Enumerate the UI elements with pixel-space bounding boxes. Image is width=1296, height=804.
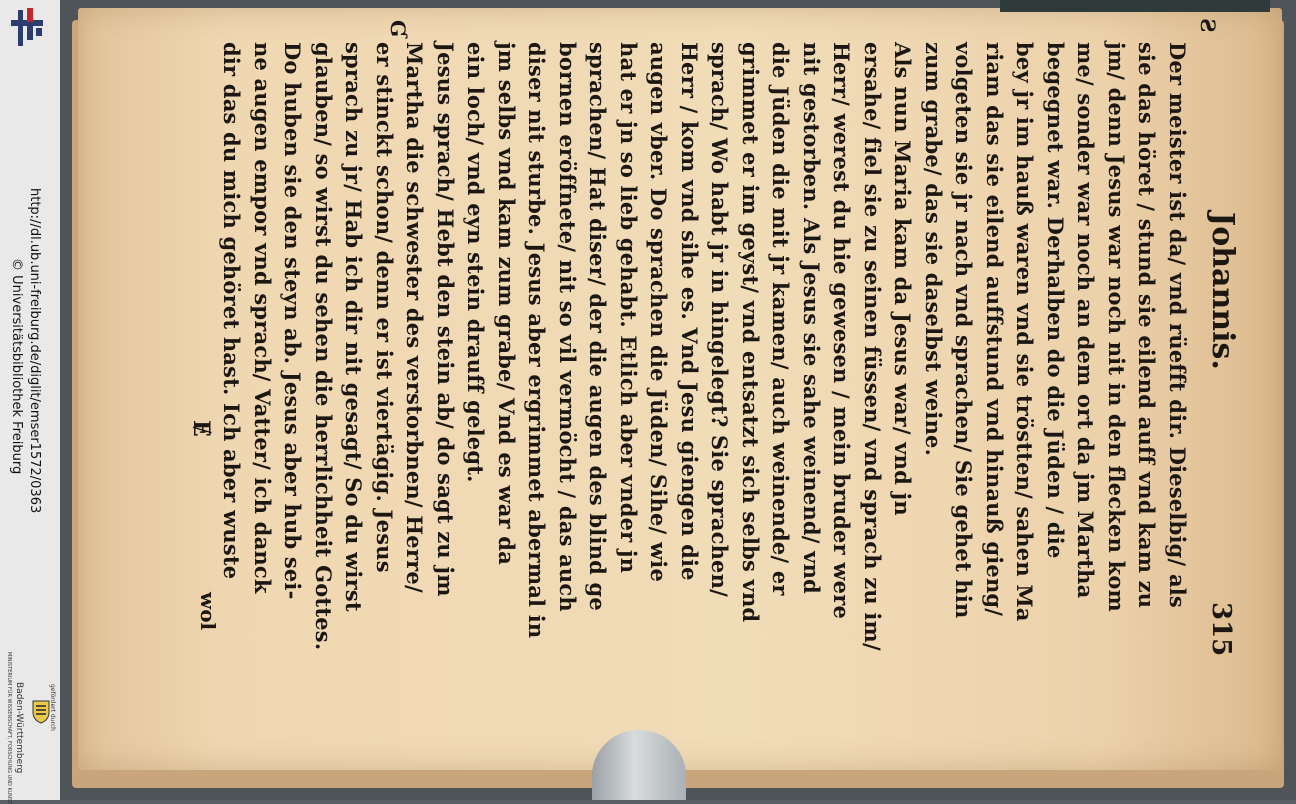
text-line: Als nun Maria kam da Jesus war/ vnd jn <box>890 42 916 516</box>
text-line: sprachen/ Hat diser/ der die augen des blind ge <box>585 42 611 611</box>
text-line: glauben/ so wirst du sehen die herrlichheit Gottes. <box>311 42 336 651</box>
text-line: bornen eröffnete/ nit so vil vermöcht / das auch <box>555 42 580 612</box>
page-top-edge <box>1000 0 1270 12</box>
library-logo-icon <box>5 6 49 50</box>
funding-ministry: MINISTERIUM FÜR WISSENSCHAFT, FORSCHUNG UND KUNST <box>6 652 12 804</box>
viewer-sidebar <box>0 0 60 804</box>
margin-mark: Ɠ <box>386 20 410 38</box>
funding-state: Baden-Württemberg <box>14 682 24 774</box>
text-line: volgeten sie jr nach vnd sprachen/ Sie gehet hin <box>951 42 977 619</box>
text-line: die Jüden die mit jr kamen/ auch weinende/ er <box>768 42 794 596</box>
funding-by: gefördert durch <box>49 684 56 731</box>
text-line: ne augen empor vnd sprach/ Vatter/ ich danck <box>250 42 275 594</box>
text-line: ein loch/ vnd eyn stein drauff gelegt. <box>463 42 489 483</box>
text-line: Herr/ werest du hie gewesen / mein bruder were <box>829 42 855 620</box>
text-line: er stinckt schon/ denn er ist viertägig. Jesus <box>372 42 397 573</box>
text-line: nit gestorben. Als Jesus sie sahe weinend/ vnd <box>799 42 824 594</box>
text-line: zum grabe/ das sie daselbst weine. <box>921 42 946 457</box>
text-line: sprach zu jr/ Hab ich dir nit gesagt/ So du wirst <box>341 42 367 612</box>
text-line: jm selbs vnd kam zum grabe/ Vnd es war da <box>494 42 519 565</box>
page-text <box>160 18 1240 662</box>
text-line: riam das sie eilend auffstund vnd hinauß gieng/ <box>982 42 1007 617</box>
text-line: Do huben sie den steyn ab. Jesus aber hub sei- <box>280 42 306 600</box>
page-number: 315 <box>1206 602 1236 657</box>
text-line: grimmet er im geyst/ vnd entsatzt sich selbs vnd <box>738 42 763 623</box>
signature-mark: Ƨ <box>1196 18 1220 33</box>
funding-notice <box>2 640 58 804</box>
text-line: me/ sonder war noch an dem ort da jm Martha <box>1073 42 1099 599</box>
text-line: Martha die schwester des verstorbnen/ Herre/ <box>402 42 428 593</box>
ornament-mark: Ɇ <box>188 420 214 437</box>
text-line: diser nit sturbe. Jesus aber ergrimmet abermal in <box>524 42 550 639</box>
catchword: wol <box>196 592 220 631</box>
text-line: augen vber. Do sprachen die Jüden/ Sihe/ wie <box>646 42 672 583</box>
text-line: Herr / kom vnd sihe es. Vnd Jesu giengen die <box>677 42 702 581</box>
text-line: sie das höret / stund sie eilend auff vnd kam zu <box>1134 42 1160 609</box>
text-line: bey jr im hauß waren vnd sie tröstten/ sahen Ma <box>1012 42 1038 622</box>
text-line: dir das du mich gehöret hast. Ich aber wuste <box>219 42 245 580</box>
text-line: Jesus sprach/ Hebt den stein ab/ do sagt zu jm <box>433 42 458 597</box>
running-header: Johannis. <box>1205 212 1240 370</box>
copyright-notice: © Universitätsbibliothek Freiburg <box>9 258 24 475</box>
text-line: begegnet war. Derhalben do die Jüden / die <box>1043 42 1068 559</box>
text-line: sprach/ Wo habt jr in hingelegt? Sie sprachen/ <box>707 42 733 597</box>
text-line: Der meister ist da/ vnd rüefft dir. Dieselbig/ als <box>1165 42 1190 608</box>
text-line: ersahe/ fiel sie zu seinen füssen/ vnd sprach zu im/ <box>860 42 885 651</box>
document-url[interactable]: http://dl.ub.uni-freiburg.de/diglit/emser1572/0363 <box>27 188 42 514</box>
text-line: jm/ denn Jesus war noch nit in den flecken kom <box>1104 42 1129 612</box>
coat-of-arms-icon <box>30 698 52 724</box>
text-line: hat er jn so lieb gehabt. Etlich aber vnder jn <box>616 42 641 574</box>
